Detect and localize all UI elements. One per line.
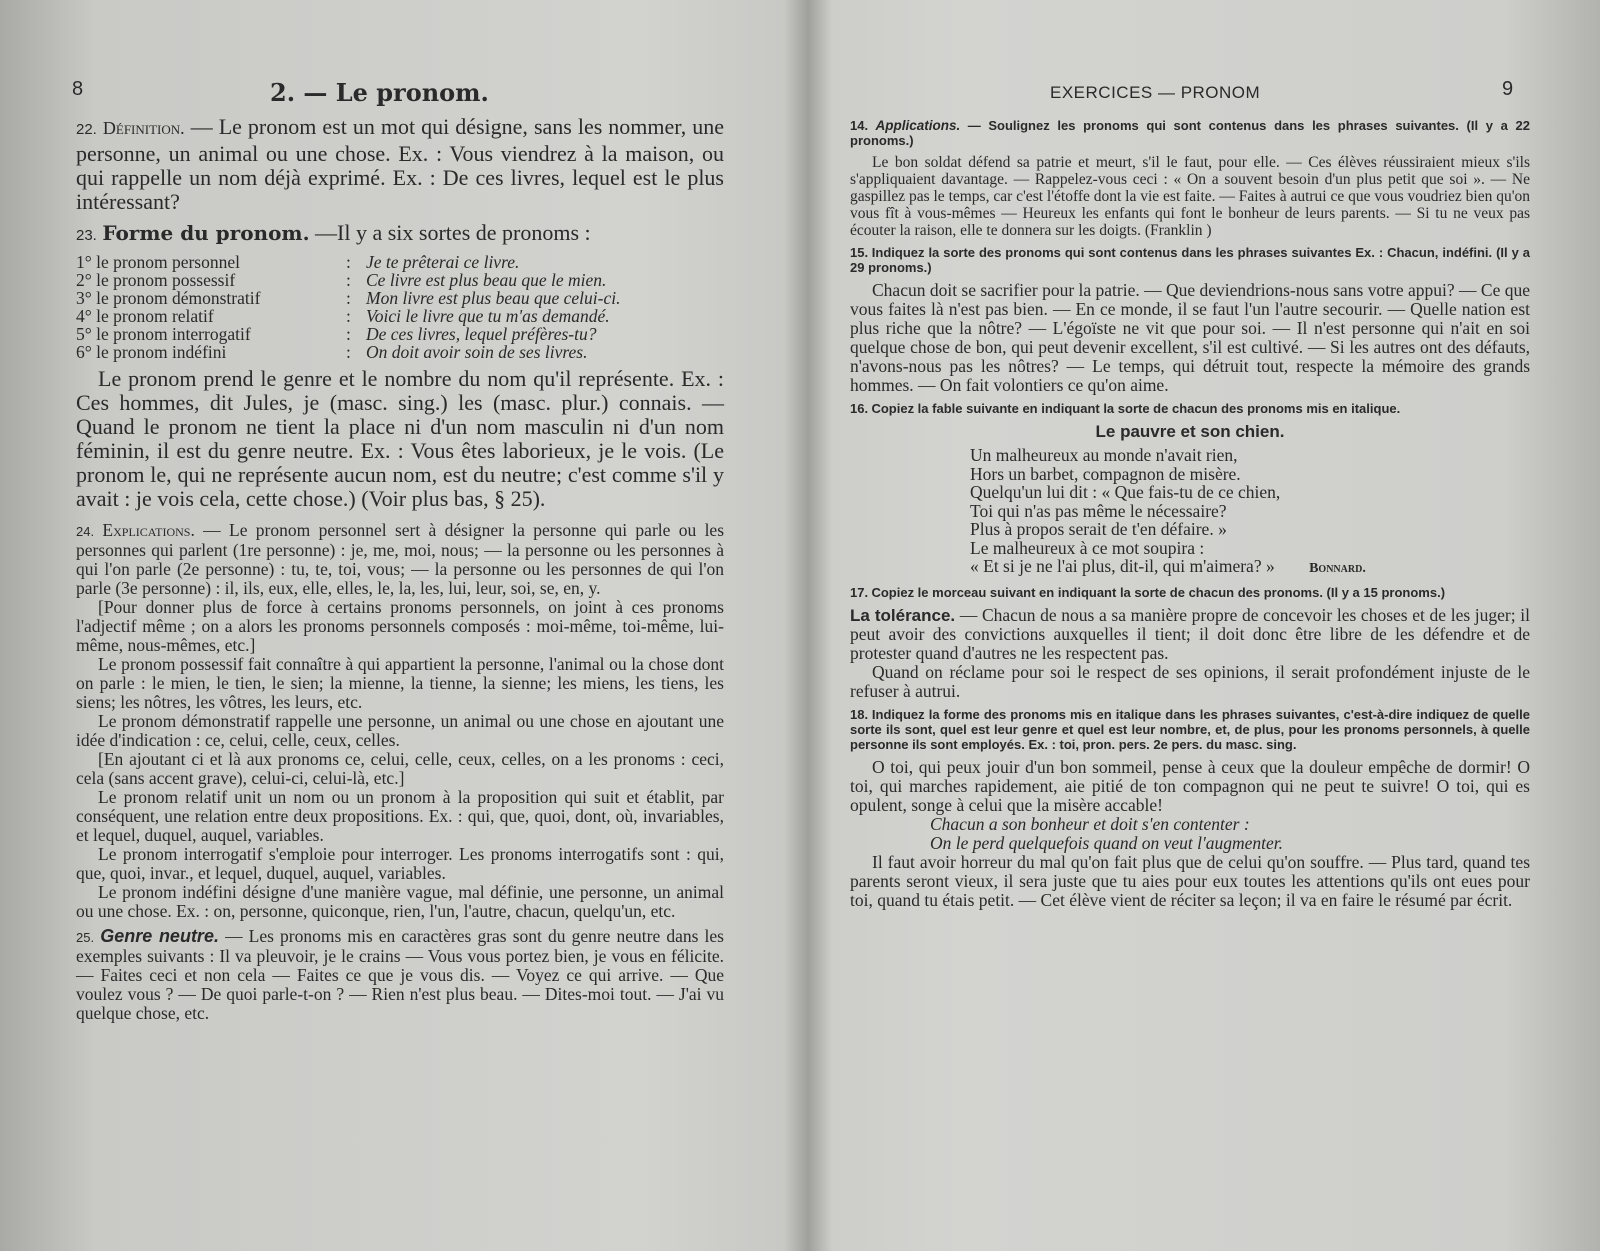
running-header: EXERCICES — PRONOM [1050,83,1261,102]
paragraph: [Pour donner plus de force à certains pronoms personnels, on joint à ces pronoms l'adjectif même ; on a alors les pronoms personnels composés : moi-même, toi-même, lui-même, nous-mêmes, etc.] [76,597,724,655]
exercise-18-line: On le perd quelquefois quand on veut l'augmenter. [930,832,1284,853]
pronoun-sort: 6° le pronom indéfini [76,342,227,362]
poem-title: Le pauvre et son chien. [1095,422,1285,441]
table-row [76,343,621,361]
exercise-title: Applications. [875,118,961,133]
section-text: — Le pronom personnel sert à désigner la personne qui parle ou les personnes qui parlent (1re personne) : je, me, moi, nous; — la personne ou les personnes à qui l'on parle (2e personne) : tu, te, toi, vous; — la personne ou les personnes de qui l'on parle (3e personne) : il, ils, eux, elle, elles, le, la, les, lui, leur, soi, se, en, y. [76,520,725,598]
exercise-number: 16. [850,401,869,416]
exercise-instructions: Copiez la fable suivante en indiquant la sorte de chacun des pronoms mis en italique. [871,401,1401,416]
colon: : [346,252,351,272]
pronoun-sort: 5° le pronom interrogatif [76,324,251,344]
colon: : [346,324,351,344]
poem-line: Hors un barbet, compagnon de misère. [970,463,1241,484]
paragraph: [En ajoutant ci et là aux pronoms ce, celui, celle, ceux, celles, on a les pronoms : ceci, cela (sans accent grave), celui-ci, celui-là, etc.] [76,749,724,788]
table-row [76,307,621,325]
colon: : [346,306,351,326]
section-24 [76,521,724,598]
section-number: 25. [76,930,95,945]
left-page [0,0,790,1251]
example: Voici le livre que tu m'as demandé. [366,306,610,326]
section-23 [76,220,724,249]
colon: : [346,270,351,290]
example: Ce livre est plus beau que le mien. [366,270,607,290]
section-text: — Le pronom est un mot qui désigne, sans les nommer, une personne, un animal ou une chose. Ex. : Vous viendrez à la maison, ou qui rappelle un nom déjà exprimé. Ex. : De ces livres, lequel est le plus intéressant? [76,114,725,214]
table-row [76,325,621,343]
exercise-number: 18. [850,706,869,722]
section-title: Définition. [102,118,185,138]
poem-author: Bonnard. [1309,561,1366,576]
pronoun-sort: 4° le pronom relatif [76,306,214,326]
section-23-paragraph: Le pronom prend le genre et le nombre du nom qu'il représente. Ex. : Ces hommes, dit Jules, je (masc. sing.) les (masc. plur.) connais. — Quand le pronom ne tient la place ni d'un nom masculin ni d'un nom féminin, il est du genre neutre. Ex. : Vous êtes laborieux, je le vois. (Le pronom le, qui ne représente aucun nom, est du neutre; c'est comme s'il y avait : je vois cela, cette chose.) (Voir plus bas, § 25). [76,366,724,511]
exercise-14-instructions [850,118,1530,148]
exercise-number: 17. [850,584,869,600]
poem-line: « Et si je ne l'ai plus, dit-il, qui m'aimera? » [970,556,1275,576]
paragraph: Le pronom démonstratif rappelle une personne, un animal ou une chose en ajoutant une idée d'indication : ce, celui, celle, ceux, celles. [76,711,724,750]
section-22 [76,115,724,214]
section-number: 24. [76,524,95,539]
exercise-text: — Chacun de nous a sa manière propre de concevoir les choses et de les juger; il peut avoir des convictions auxquelles il tient; il doit donc être libre de les défendre et de protester quand d'autres ne les respectent pas. [850,604,1531,663]
poem [970,446,1530,579]
poem-line: Un malheureux au monde n'avait rien, [970,445,1238,465]
right-content [850,118,1530,910]
exercise-18-text: O toi, qui peux jouir d'un bon sommeil, pense à ceux que la douleur empêche de dormir! O toi, qui marches rapidement, aie pitié de ton compagnon qui ne peut te suivre! O toi, qui es opulent, songe à celui que la misère accable! [850,756,1530,815]
colon: : [346,342,351,362]
table-row [76,289,621,307]
example: On doit avoir soin de ses livres. [366,342,588,362]
pronoun-sort: 2° le pronom possessif [76,270,236,290]
example: De ces livres, lequel préfères-tu? [366,324,597,344]
exercise-instructions: — Soulignez les pronoms qui sont contenus dans les phrases suivantes. (Il y a 22 pronoms.) [850,118,1531,148]
exercise-number: 15. [850,245,869,260]
section-25 [76,927,724,1023]
section-title: Genre neutre. [100,926,219,946]
section-text: —Il y a six sortes de pronoms : [315,220,591,245]
exercise-16-instructions [850,401,1530,416]
example: Je te prêterai ce livre. [366,252,520,272]
section-title: Explications. [102,520,195,540]
paragraph: Le pronom possessif fait connaître à qui appartient la personne, l'animal ou la chose dont on parle : le mien, le tien, le sien; la mienne, la tienne, la sienne; les miens, les tiens, les siens; les nôtres, les vôtres, les leurs, etc. [76,654,724,712]
page-number-right: 9 [1502,78,1514,100]
pronoun-sort: 3° le pronom démonstratif [76,288,261,308]
pronoun-sorts-table [76,253,621,361]
exercise-15-instructions [850,245,1530,275]
poem-line: Toi qui n'as pas même le nécessaire? [970,500,1227,521]
exercise-17-text [850,606,1530,663]
exercise-17-instructions [850,585,1530,600]
section-title: Forme du pronom. [102,221,310,245]
exercise-17-text-2: Quand on réclame pour soi le respect de ses opinions, il serait profondément injuste de le refuser à autrui. [850,661,1530,701]
colon: : [346,288,351,308]
table-row [76,271,621,289]
exercise-18-instructions [850,707,1530,752]
table-row [76,253,621,271]
poem-line: Le malheureux à ce mot soupira : [970,537,1205,558]
exercise-15-text: Chacun doit se sacrifier pour la patrie. — Que deviendrions-nous sans votre appui? — Ce que vous faites là n'est pas bien. — En ce monde, il se faut l'un l'autre secourir. — Quelle nation est plus riche que la nôtre? — L'égoïste ne vit que pour soi. — Il n'est personne qui n'ait en soi quelque chose de bon, qui peut devenir excellent, s'il est cultivé. — Si les autres ont des défauts, n'avons-nous pas les nôtres? — Le temps, qui détruit tout, respecte la mémoire des grands hommes. — On fait volontiers ce qu'on aime. [850,280,1531,395]
exercise-instructions: Indiquez la sorte des pronoms qui sont contenus dans les phrases suivantes Ex. : Chacun, indéfini. (Il y a 29 pronoms.) [850,245,1530,275]
exercise-18-line: Chacun a son bonheur et doit s'en contenter : [930,813,1250,834]
poem-line: Quelqu'un lui dit : « Que fais-tu de ce chien, [970,482,1281,502]
right-page [810,0,1600,1251]
exercise-number: 14. [850,118,869,133]
paragraph: Le pronom relatif unit un nom ou un pronom à la proposition qui suit et établit, par conséquent, une relation entre deux propositions. Ex. : qui, que, quoi, dont, où, invariables, et lequel, duquel, auquel, variables. [76,787,724,845]
section-text: — Les pronoms mis en caractères gras sont du genre neutre dans les exemples suivants : Il va pleuvoir, je le crains — Vous vous portez bien, je vous en félicite. — Faites ceci et non cela — Faites ce que je vous dis. — Voyez ce qui arrive. — Que voulez vous ? — De quoi parle-t-on ? — Rien n'est plus beau. — Dites-moi tout. — J'ai vu quelque chose, etc. [76,926,724,1023]
paragraph: Le pronom indéfini désigne d'une manière vague, mal définie, une personne, un animal ou une chose. Ex. : on, personne, quiconque, rien, l'un, l'autre, chacun, quelqu'un, etc. [76,882,724,921]
example: Mon livre est plus beau que celui-ci. [366,288,621,308]
exercise-title: La tolérance. [850,605,956,625]
section-number: 23. [76,227,97,244]
section-number: 22. [76,121,97,138]
exercise-14-text: Le bon soldat défend sa patrie et meurt, s'il le faut, pour elle. — Ces élèves réussiraient mieux s'ils s'appliquaient davantage. — Rappelez-vous ceci : « On a souvent besoin d'un plus petit que soi ». — Ne gaspillez pas le temps, car c'est l'étoffe dont la vie est faite. — Faites à autrui ce que vous voudriez bien qu'on vous fît à vous-mêmes — Heureux les enfants qui font le bonheur de leurs parents. — Si tu ne veux pas écouter la raison, elle te donnera sur les doigts. (Franklin ) [850,154,1530,239]
chapter-title: 2. — Le pronom. [270,78,489,107]
exercise-instructions: Indiquez la forme des pronoms mis en italique dans les phrases suivantes, c'est-à-dire indiquez de quelle sorte ils sont, quel est leur genre et quel est leur nombre, et, de plus, pour les pronoms personnels, à quelle personne ils sont employés. Ex. : toi, pron. pers. 2e pers. du masc. sing. [850,706,1530,752]
poem-last-line [970,557,1530,579]
pronoun-sort: 1° le pronom personnel [76,252,240,272]
exercise-instructions: Copiez le morceau suivant en indiquant la sorte de chacun des pronoms. (Il y a 15 pronoms.) [871,584,1446,600]
left-content [76,115,724,1023]
paragraph: Le pronom interrogatif s'emploie pour interroger. Les pronoms interrogatifs sont : qui, que, quoi, invar., et lequel, duquel, auquel, variables. [76,844,724,883]
page-number-left: 8 [72,78,84,100]
poem-line: Plus à propos serait de t'en défaire. » [970,519,1227,539]
exercise-18-text-2: Il faut avoir horreur du mal qu'on fait plus que de celui qu'on souffre. — Plus tard, quand tes parents seront vieux, il sera juste que tu aies pour eux toutes les attentions qu'ils ont eues pour toi, quand tu étais petit. — Cet élève vient de réciter sa leçon; il va en faire le résumé par écrit. [850,851,1530,910]
